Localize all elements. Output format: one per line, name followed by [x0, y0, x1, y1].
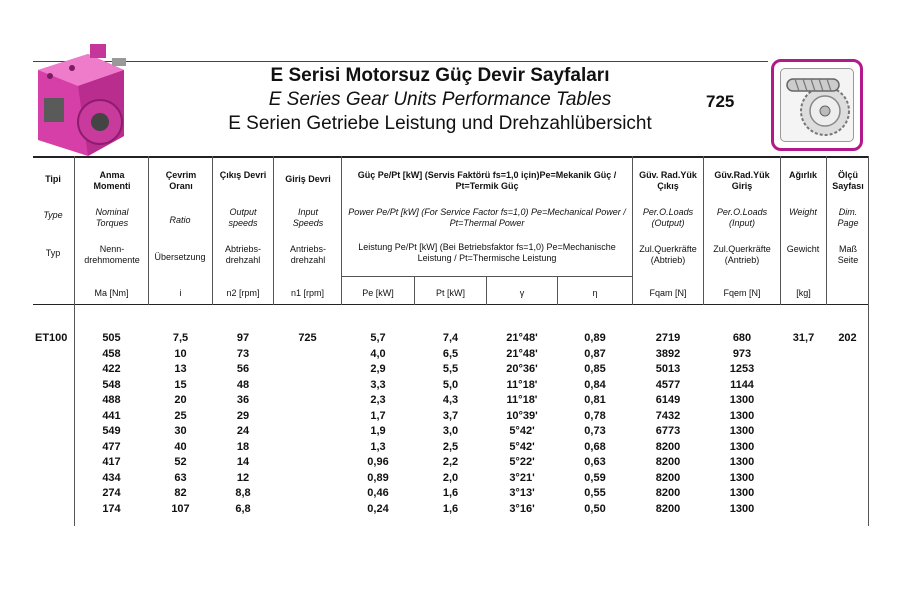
table-cell: 458: [102, 347, 121, 360]
col-torque: [75, 331, 148, 517]
table-cell: 0,81: [584, 394, 606, 406]
hdr-torque-de: Nenn-drehmomente: [84, 244, 140, 265]
worm-gear-icon: [781, 69, 855, 143]
hdr-outload-tr: Güv. Rad.Yük Çıkış: [639, 170, 697, 191]
table-cell: 1,7: [370, 409, 386, 422]
table-cell: 8200: [655, 456, 681, 468]
table-cell: 3,3: [370, 378, 386, 391]
table-cell: 30: [174, 425, 187, 437]
col-gamma: [487, 331, 557, 517]
hdr-power-de: Leistung Pe/Pt [kW] (Bei Betriebsfaktor fs=1,0) Pe=Mechanische Leistung / Pt=Thermische Leistung: [358, 242, 616, 263]
hdr-ratio-tr: Çevrim Oranı: [165, 170, 197, 191]
hdr-power-en: Power Pe/Pt [kW] (For Service Factor fs=1,0) Pe=Mechanical Power / Pt=Thermal Power: [348, 207, 626, 228]
table-cell: 5,7: [370, 332, 386, 344]
table-cell: 4,3: [442, 394, 459, 406]
hdr-power-tr: Güç Pe/Pt [kW] (Servis Faktörü fs=1,0 için)Pe=Mekanik Güç / Pt=Termik Güç: [357, 170, 617, 191]
header-rule: [33, 61, 768, 62]
table-cell: 174: [102, 502, 121, 515]
table-cell: 97: [236, 332, 250, 344]
table-cell: 2,5: [442, 440, 459, 453]
table-cell: 5,5: [442, 363, 459, 375]
col-n1: [274, 331, 341, 347]
table-cell: 973: [732, 347, 752, 360]
table-cell: 6149: [655, 394, 681, 406]
hdr-torque-en: Nominal Torques: [95, 207, 129, 228]
table-cell: 0,59: [584, 471, 606, 484]
table-cell: 3,7: [442, 409, 459, 422]
col-divider: [212, 156, 213, 305]
table-cell: 8200: [655, 471, 681, 484]
table-cell: 505: [102, 332, 121, 344]
table-cell: 1253: [729, 363, 755, 375]
table-cell: 6,5: [442, 347, 459, 360]
unit-ratio: i: [179, 288, 182, 298]
table-cell: 4,0: [370, 347, 386, 360]
col-fqam: [633, 331, 703, 517]
unit-eta: η: [592, 288, 598, 298]
table-cell: 1,6: [442, 502, 459, 515]
table-cell: 417: [102, 456, 121, 468]
col-weight: [781, 331, 826, 347]
table-cell: 82: [174, 487, 187, 499]
table-cell: 5°42': [509, 425, 535, 437]
col-divider: [273, 156, 274, 305]
table-cell: 1144: [730, 378, 754, 391]
table-cell: 11°18': [506, 378, 538, 391]
unit-weight: [kg]: [796, 288, 811, 298]
hdr-tipi-en: Type: [43, 210, 63, 220]
table-cell: 11°18': [506, 394, 538, 406]
table-cell: 21°48': [506, 347, 538, 360]
hdr-dim-tr: Ölçü Sayfası: [832, 170, 864, 191]
col-divider: [148, 156, 149, 305]
unit-torque: Ma [Nm]: [94, 288, 129, 298]
table-cell: 8200: [655, 487, 681, 499]
col-eta: [558, 331, 632, 517]
table-cell: 477: [102, 440, 121, 453]
table-cell: 29: [236, 409, 250, 422]
unit-pe: Pe [kW]: [362, 288, 394, 298]
hdr-weight-tr: Ağırlık: [788, 170, 817, 180]
table-cell: 1300: [729, 471, 755, 484]
table-cell: 8200: [655, 502, 681, 515]
col-divider: [826, 156, 827, 305]
table-cell: 25: [174, 409, 187, 422]
table-cell: 3°13': [509, 487, 535, 499]
unit-fqem: Fqem [N]: [723, 288, 761, 298]
table-cell: 4577: [655, 378, 681, 391]
table-cell: 725: [298, 332, 317, 344]
table-cell: 20°36': [506, 363, 538, 375]
table-cell: 52: [174, 456, 187, 468]
table-cell: 5°42': [509, 440, 535, 453]
col-n2: [213, 331, 273, 517]
hdr-output-de: Abtriebs-drehzahl: [224, 244, 261, 265]
hdr-inload-en: Per.O.Loads (Input): [716, 207, 768, 228]
table-cell: 1300: [729, 425, 755, 437]
table-cell: 5,0: [442, 378, 459, 391]
hdr-inload-tr: Güv.Rad.Yük Giriş: [714, 170, 770, 191]
hdr-inload-de: Zul.Querkräfte (Antrieb): [713, 244, 771, 265]
col-dim: [827, 331, 868, 347]
table-cell: 1300: [729, 502, 755, 515]
table-cell: 18: [236, 440, 250, 453]
table-cell: 15: [174, 378, 187, 391]
table-cell: 0,50: [584, 502, 606, 515]
table-cell: 2,0: [442, 471, 459, 484]
table-cell: 202: [838, 332, 857, 344]
unit-pt: Pt [kW]: [436, 288, 465, 298]
table-cell: 24: [236, 425, 250, 437]
table-cell: 680: [732, 332, 752, 344]
page-number: 725: [706, 92, 735, 111]
gear-unit-image: [28, 40, 134, 160]
table-cell: 40: [174, 440, 187, 453]
table-cell: 0,85: [584, 363, 606, 375]
table-cell: 3°21': [509, 471, 535, 484]
hdr-torque-tr: Anma Momenti: [93, 170, 131, 191]
table-cell: 3892: [655, 347, 681, 360]
table-cell: 20: [174, 394, 187, 406]
hdr-ratio-de: Übersetzung: [154, 252, 206, 262]
hdr-output-tr: Çıkış Devri: [219, 170, 267, 180]
unit-output: n2 [rpm]: [226, 288, 260, 298]
title-english: E Series Gear Units Performance Tables: [268, 89, 612, 110]
table-cell: 548: [102, 378, 121, 391]
col-divider: [341, 156, 342, 305]
table-cell: 274: [102, 487, 121, 499]
title-german: E Serien Getriebe Leistung und Drehzahlübersicht: [228, 113, 652, 134]
table-cell: 36: [236, 394, 250, 406]
hdr-outload-en: Per.O.Loads (Output): [642, 207, 694, 228]
col-divider: [780, 156, 781, 305]
table-cell: 6773: [655, 425, 681, 437]
table-cell: 0,89: [367, 471, 389, 484]
hdr-tipi-tr: Tipi: [45, 174, 61, 184]
table-cell: 0,87: [584, 347, 606, 360]
hdr-dim-en: Dim. Page: [837, 207, 859, 228]
col-ratio: [149, 331, 212, 517]
header-bottom-rule: [33, 304, 869, 305]
hdr-outload-de: Zul.Querkräfte (Abtrieb): [639, 244, 697, 265]
unit-input: n1 [rpm]: [290, 288, 324, 298]
type-ET100: ET100: [35, 332, 68, 344]
hdr-dim-de: Maß Seite: [837, 244, 859, 265]
col-divider: [868, 156, 869, 526]
table-cell: 107: [171, 502, 190, 515]
table-cell: 6,8: [235, 502, 251, 515]
unit-fqam: Fqam [N]: [649, 288, 687, 298]
table-cell: 1,6: [442, 487, 459, 499]
col-divider: [703, 156, 704, 305]
table-cell: 7,4: [442, 332, 459, 344]
table-cell: 8200: [655, 440, 681, 453]
table-cell: 0,84: [584, 378, 606, 391]
table-cell: 7432: [655, 409, 681, 422]
col-divider: [632, 156, 633, 305]
table-cell: 1300: [729, 487, 755, 499]
table-cell: 1,9: [370, 425, 386, 437]
power-subheader-rule: [341, 276, 632, 277]
table-cell: 2,9: [370, 363, 386, 375]
hdr-output-en: Output speeds: [228, 207, 258, 228]
table-cell: 1,3: [370, 440, 386, 453]
table-cell: 0,73: [584, 425, 606, 437]
table-cell: 1300: [729, 456, 755, 468]
table-cell: 7,5: [172, 332, 189, 344]
col-pt: [415, 331, 486, 517]
table-cell: 56: [236, 363, 250, 375]
table-cell: 1300: [729, 440, 755, 453]
col-fqem: [704, 331, 780, 517]
table-cell: 0,68: [584, 440, 606, 453]
table-top-rule: [33, 156, 869, 158]
table-cell: 31,7: [792, 332, 815, 344]
table-cell: 434: [102, 471, 121, 484]
table-cell: 3°16': [509, 502, 535, 515]
performance-table: [33, 156, 869, 526]
table-cell: 21°48': [506, 332, 538, 344]
table-cell: 0,78: [584, 409, 606, 422]
table-cell: 5013: [655, 363, 681, 375]
table-cell: 0,89: [584, 332, 606, 344]
hdr-input-en: Input Speeds: [292, 207, 324, 228]
table-cell: 48: [236, 378, 250, 391]
table-cell: 12: [236, 471, 250, 484]
table-cell: 8,8: [235, 487, 251, 499]
table-cell: 13: [174, 363, 187, 375]
table-cell: 0,24: [367, 502, 389, 515]
table-cell: 441: [102, 409, 121, 422]
hdr-weight-de: Gewicht: [786, 244, 820, 254]
table-cell: 0,46: [367, 487, 389, 499]
table-cell: 488: [102, 394, 121, 406]
table-cell: 63: [174, 471, 187, 484]
table-cell: 1300: [729, 394, 755, 406]
hdr-ratio-en: Ratio: [169, 215, 191, 225]
table-cell: 10°39': [506, 409, 538, 422]
table-cell: 10: [174, 347, 187, 360]
table-cell: 422: [102, 363, 121, 375]
title-block: [190, 64, 690, 136]
table-cell: 2719: [655, 332, 681, 344]
col-pe: [342, 331, 414, 517]
hdr-input-tr: Giriş Devri: [285, 174, 331, 184]
table-cell: 73: [236, 347, 250, 360]
table-cell: 1300: [729, 409, 755, 422]
hdr-weight-en: Weight: [789, 207, 817, 217]
table-cell: 2,2: [442, 456, 459, 468]
table-cell: 0,55: [584, 487, 606, 499]
table-cell: 2,3: [370, 394, 386, 406]
table-cell: 0,96: [367, 456, 389, 468]
table-cell: 14: [236, 456, 250, 468]
unit-gamma: γ: [519, 288, 525, 298]
gear-icon-box: [771, 59, 863, 151]
title-turkish: E Serisi Motorsuz Güç Devir Sayfaları: [270, 65, 610, 86]
hdr-tipi-de: Typ: [45, 248, 61, 258]
table-cell: 3,0: [442, 425, 459, 437]
table-cell: 0,63: [584, 456, 606, 468]
table-cell: 549: [102, 425, 121, 437]
table-cell: 5°22': [509, 456, 535, 468]
hdr-input-de: Antriebs-drehzahl: [289, 244, 326, 265]
